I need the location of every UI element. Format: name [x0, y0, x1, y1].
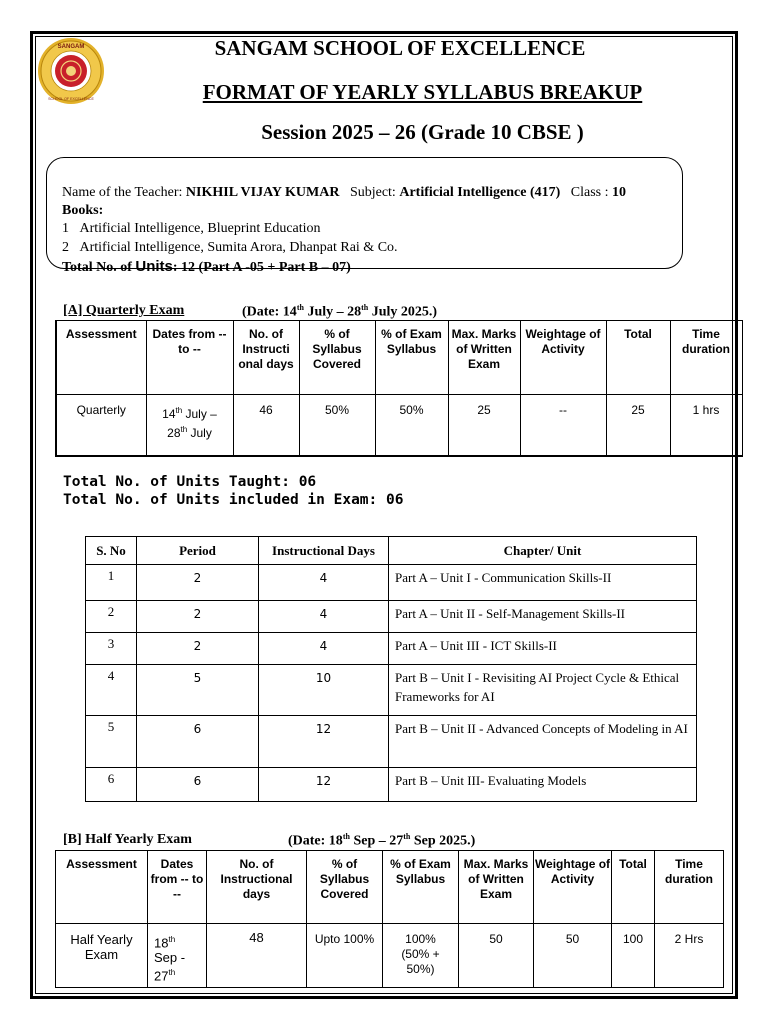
- total-units-word: Units: [135, 258, 173, 275]
- sno-cell: 2: [86, 601, 137, 633]
- table-row: [56, 395, 742, 456]
- date-sup: th: [168, 968, 176, 978]
- column-header: Dates from -- to --: [146, 321, 233, 395]
- date-text: 28: [167, 426, 181, 440]
- exam-syllabus-cell: [383, 924, 459, 988]
- column-header: Assessment: [56, 851, 148, 924]
- column-header: Weightage of Activity: [534, 851, 612, 924]
- total-units-prefix: Total No. of: [62, 260, 132, 275]
- column-header: Time duration: [670, 321, 742, 395]
- exam-syllabus-text: 50%): [406, 962, 435, 976]
- date-text: July –: [182, 407, 217, 421]
- chapter-cell: Part A – Unit I - Communication Skills-II: [389, 565, 697, 601]
- subject-label: Subject:: [349, 185, 396, 200]
- book-item: [62, 240, 398, 256]
- date-text: 27: [154, 968, 169, 984]
- teacher-line: [62, 185, 626, 201]
- total-cell: 100: [612, 924, 655, 988]
- table-row: [86, 665, 697, 716]
- table-row: [86, 633, 697, 665]
- document-title: FORMAT OF YEARLY SYLLABUS BREAKUP: [202, 80, 643, 104]
- units-taught-summary: Total No. of Units Taught: 06: [63, 474, 317, 490]
- date-text: 14: [162, 407, 176, 421]
- sno-cell: 4: [86, 665, 137, 716]
- assessment-cell: Quarterly: [56, 395, 146, 456]
- days-cell: 4: [259, 601, 389, 633]
- period-cell: 2: [137, 633, 259, 665]
- date-text: 18: [154, 935, 169, 951]
- column-header: % of Exam Syllabus: [383, 851, 459, 924]
- chapter-cell: Part B – Unit II - Advanced Concepts of Modeling in AI: [389, 716, 697, 768]
- total-units-line: [62, 258, 351, 276]
- date-text: (Date: 18: [288, 833, 343, 849]
- max-marks-cell: 50: [459, 924, 534, 988]
- book-title: Artificial Intelligence, Blueprint Education: [79, 221, 321, 236]
- column-header: Chapter/ Unit: [389, 537, 697, 565]
- column-header: % of Syllabus Covered: [299, 321, 375, 395]
- column-header: No. of Instructional days: [207, 851, 307, 924]
- teacher-name: NIKHIL VIJAY KUMAR: [185, 185, 340, 200]
- days-cell: 46: [233, 395, 299, 456]
- date-sup: th: [180, 425, 188, 434]
- table-row: [56, 924, 724, 988]
- period-cell: 6: [137, 768, 259, 802]
- column-header: Total: [606, 321, 670, 395]
- period-cell: 2: [137, 601, 259, 633]
- table-row: [86, 768, 697, 802]
- weightage-cell: 50: [534, 924, 612, 988]
- column-header: Time duration: [655, 851, 724, 924]
- table-row: [86, 716, 697, 768]
- table-header-row: [56, 851, 724, 924]
- column-header: S. No: [86, 537, 137, 565]
- days-cell: 12: [259, 768, 389, 802]
- days-cell: 12: [259, 716, 389, 768]
- period-cell: 2: [137, 565, 259, 601]
- class-value: 10: [612, 185, 627, 200]
- date-sup: th: [342, 832, 350, 841]
- teacher-label: Name of the Teacher:: [62, 185, 183, 200]
- syllabus-covered-cell: 50%: [299, 395, 375, 456]
- half-yearly-exam-label: [B] Half Yearly Exam: [63, 832, 192, 847]
- date-text: (Date: 14: [242, 304, 297, 320]
- chapter-cell: Part B – Unit III- Evaluating Models: [389, 768, 697, 802]
- subject-value: Artificial Intelligence (417): [399, 185, 561, 200]
- units-in-exam-summary: Total No. of Units included in Exam: 06: [63, 492, 404, 508]
- column-header: Weightage of Activity: [520, 321, 606, 395]
- date-text: July – 28: [303, 304, 362, 320]
- quarterly-exam-date: [242, 303, 437, 321]
- total-cell: 25: [606, 395, 670, 456]
- column-header: Dates from -- to --: [148, 851, 207, 924]
- chapter-cell: Part B – Unit I - Revisiting AI Project Cycle & Ethical Frameworks for AI: [389, 665, 697, 716]
- sno-cell: 3: [86, 633, 137, 665]
- column-header: No. of Instructi onal days: [233, 321, 299, 395]
- duration-cell: 1 hrs: [670, 395, 742, 456]
- date-sup: th: [168, 935, 176, 944]
- date-sup: th: [403, 832, 411, 841]
- date-text: July: [187, 426, 212, 440]
- sno-cell: 5: [86, 716, 137, 768]
- chapter-cell: Part A – Unit II - Self-Management Skills-II: [389, 601, 697, 633]
- book-title: Artificial Intelligence, Sumita Arora, Dhanpat Rai & Co.: [79, 240, 398, 255]
- class-label: Class :: [570, 185, 609, 200]
- school-logo: [37, 37, 105, 105]
- days-cell: 4: [259, 565, 389, 601]
- date-sup: th: [296, 303, 304, 312]
- column-header: Instructional Days: [259, 537, 389, 565]
- table-row: [86, 565, 697, 601]
- column-header: % of Syllabus Covered: [307, 851, 383, 924]
- period-cell: 6: [137, 716, 259, 768]
- logo-text-bottom: SCHOOL OF EXCELLENCE: [48, 97, 94, 101]
- max-marks-cell: 25: [448, 395, 520, 456]
- date-text: Sep 2025.): [410, 833, 476, 849]
- table-header-row: [56, 321, 742, 395]
- school-name: SANGAM SCHOOL OF EXCELLENCE: [214, 36, 586, 60]
- duration-cell: 2 Hrs: [655, 924, 724, 988]
- quarterly-exam-table: [55, 320, 743, 457]
- table-header-row: [86, 537, 697, 565]
- column-header: Max. Marks of Written Exam: [459, 851, 534, 924]
- total-units-value: : 12 (Part A -05 + Part B – 07): [172, 260, 351, 275]
- exam-syllabus-text: 100%: [405, 932, 436, 946]
- half-yearly-exam-date: [288, 832, 475, 850]
- book-number: 1: [62, 221, 69, 236]
- table-row: [86, 601, 697, 633]
- date-sup: th: [175, 406, 183, 415]
- column-header: Period: [137, 537, 259, 565]
- date-text: Sep – 27: [349, 833, 404, 849]
- units-table: [85, 536, 697, 802]
- date-text: July 2025.): [368, 304, 438, 320]
- exam-syllabus-cell: 50%: [375, 395, 448, 456]
- column-header: Assessment: [56, 321, 146, 395]
- books-label: Books:: [62, 203, 104, 218]
- dates-cell: [146, 395, 233, 456]
- days-cell: 10: [259, 665, 389, 716]
- days-cell: 48: [207, 924, 307, 988]
- half-yearly-exam-table: [55, 850, 724, 988]
- session-title: Session 2025 – 26 (Grade 10 CBSE ): [261, 120, 584, 144]
- quarterly-exam-label: [A] Quarterly Exam: [63, 303, 185, 318]
- column-header: % of Exam Syllabus: [375, 321, 448, 395]
- assessment-cell: Half Yearly Exam: [56, 924, 148, 988]
- date-sup: th: [361, 303, 369, 312]
- column-header: Max. Marks of Written Exam: [448, 321, 520, 395]
- logo-text-top: SANGAM: [57, 44, 85, 50]
- sno-cell: 6: [86, 768, 137, 802]
- book-number: 2: [62, 240, 69, 255]
- column-header: Total: [612, 851, 655, 924]
- date-text: Sep -: [154, 950, 186, 966]
- weightage-cell: --: [520, 395, 606, 456]
- book-item: [62, 221, 321, 237]
- days-cell: 4: [259, 633, 389, 665]
- dates-cell: [148, 924, 207, 988]
- exam-syllabus-text: (50% +: [401, 947, 440, 961]
- syllabus-covered-cell: Upto 100%: [307, 924, 383, 988]
- chapter-cell: Part A – Unit III - ICT Skills-II: [389, 633, 697, 665]
- sno-cell: 1: [86, 565, 137, 601]
- period-cell: 5: [137, 665, 259, 716]
